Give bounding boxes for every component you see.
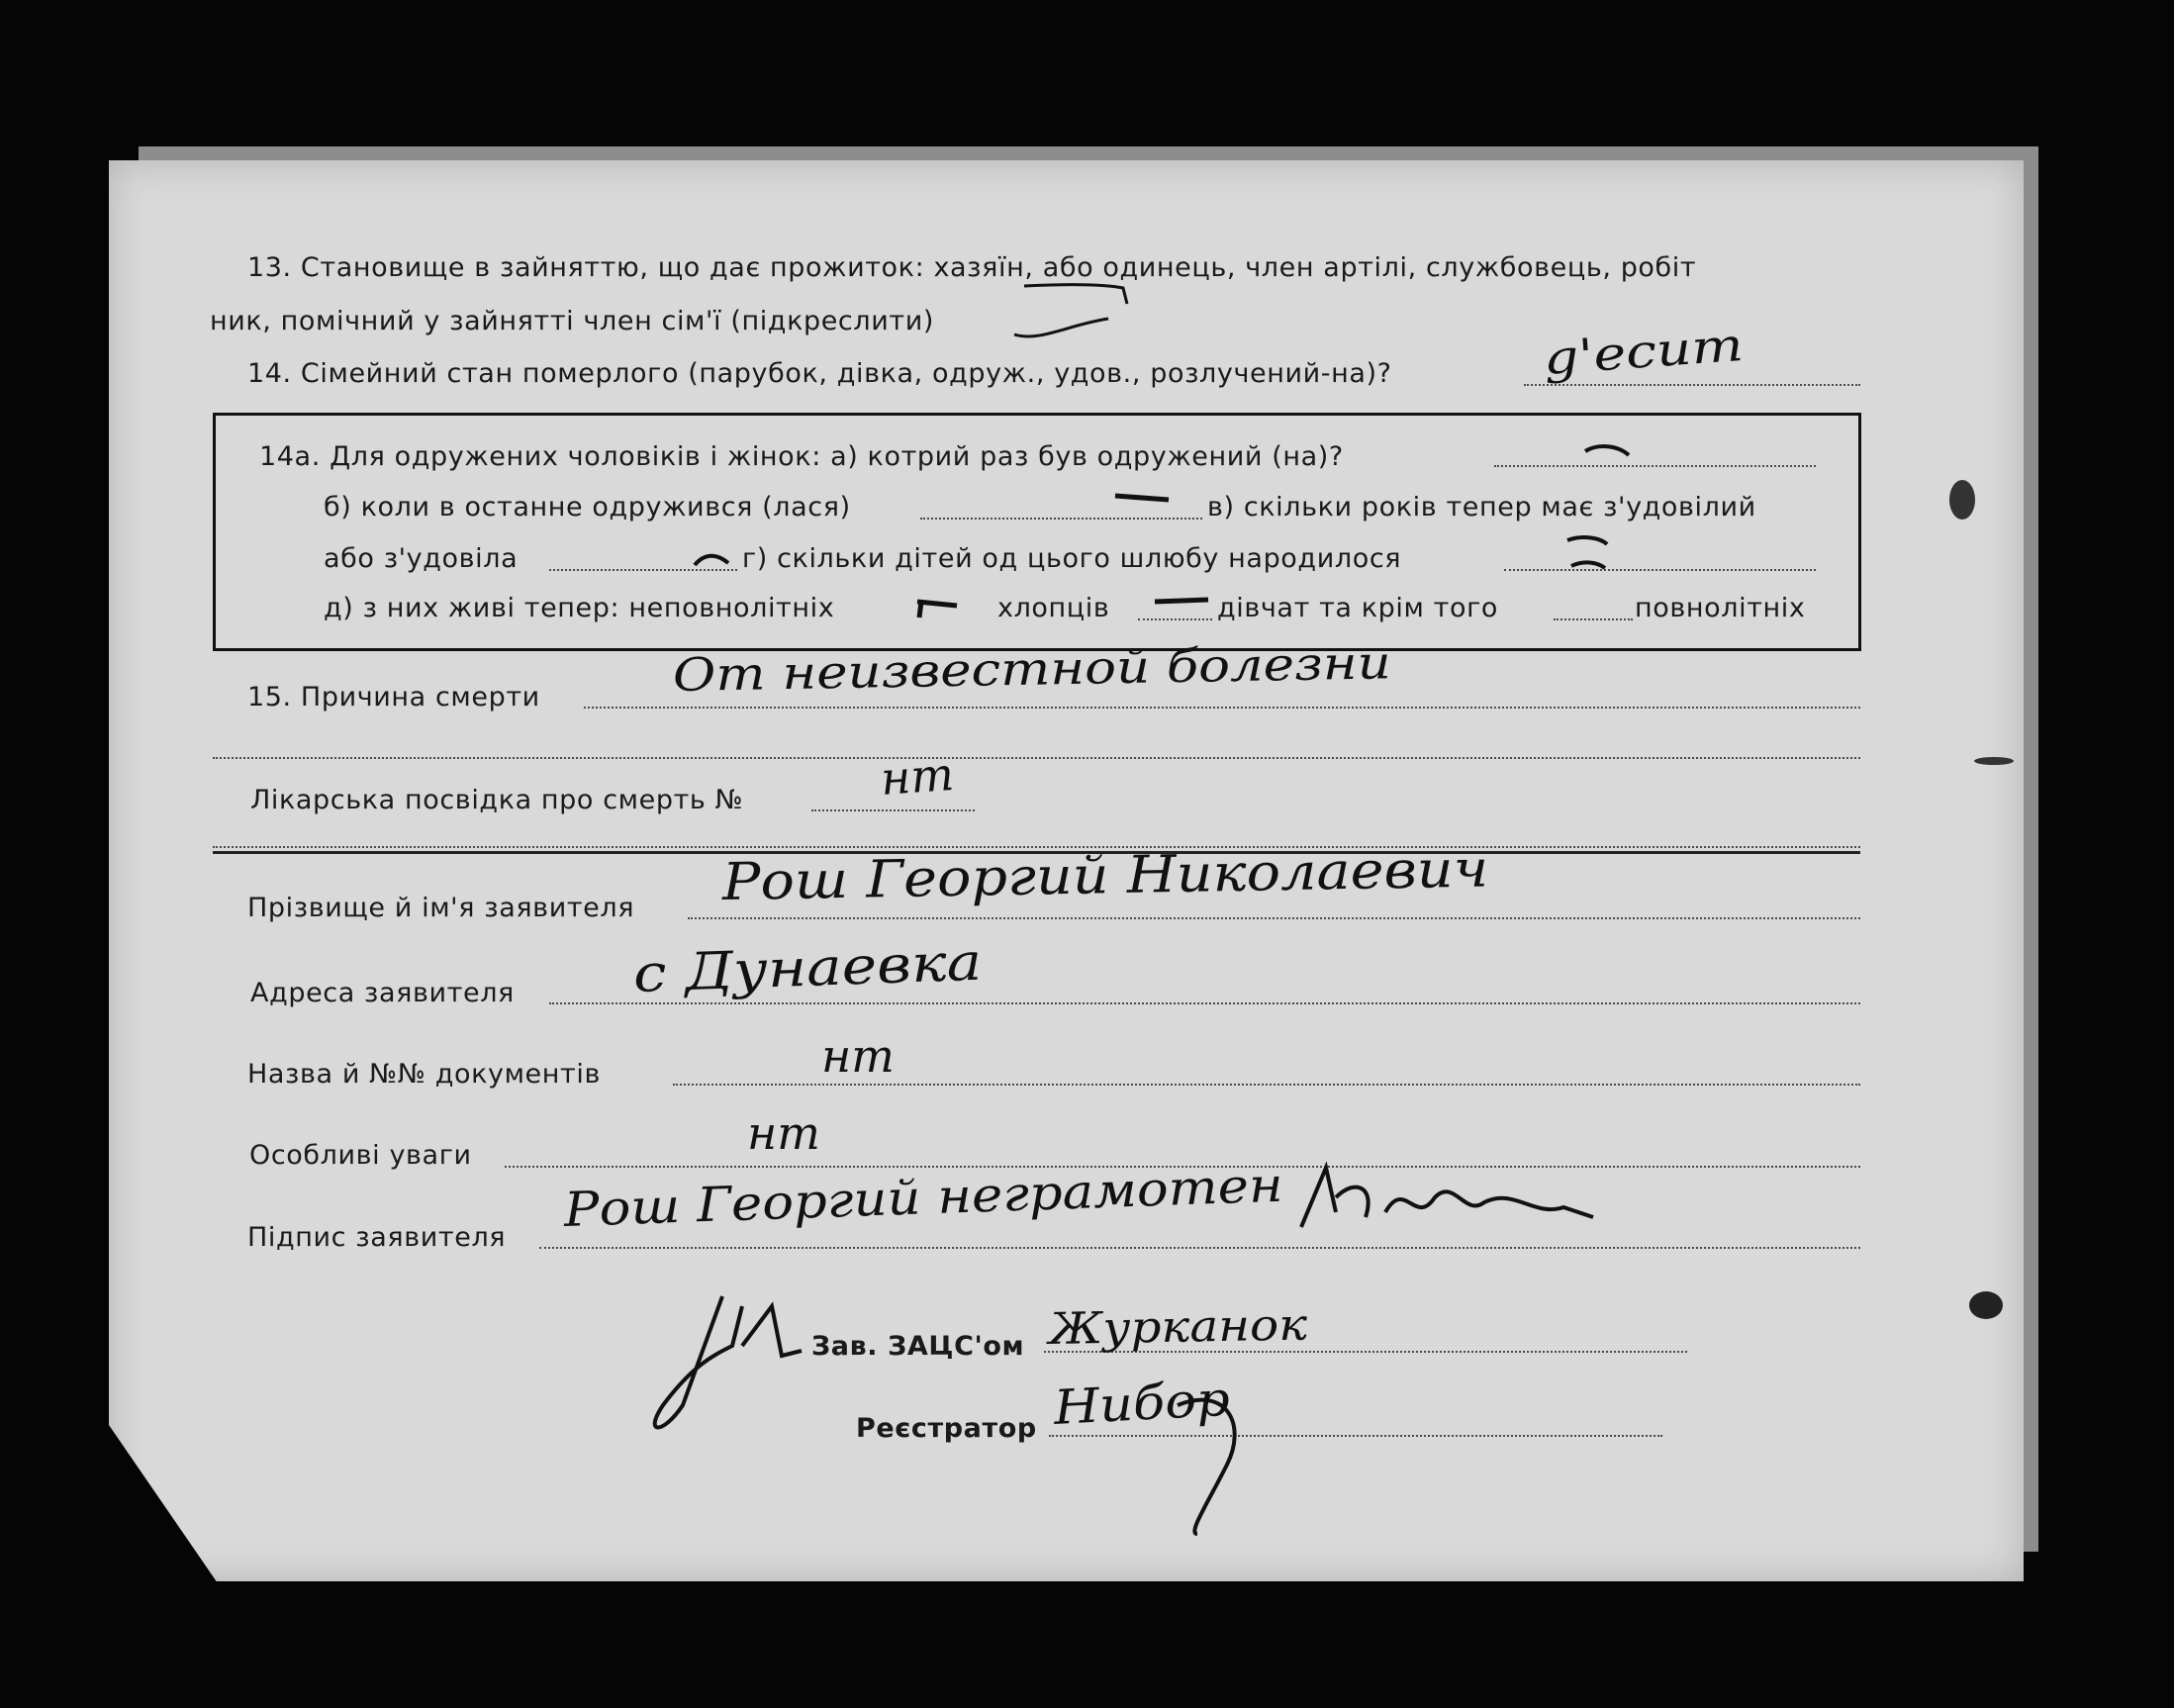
question-14a-line-2a: б) коли в останне одружився (лася) [324, 492, 851, 522]
official-signature-scrawl [643, 1286, 811, 1445]
applicant-name-line [688, 917, 1860, 919]
question-14a-line-4b: хлопців [997, 593, 1110, 623]
question-14a-line-3b: г) скільки дітей од цього шлюбу народилося [742, 543, 1402, 574]
cause-of-death-line [584, 707, 1860, 709]
registrar-line [1049, 1435, 1662, 1437]
question-14a-a-line [1494, 465, 1816, 467]
question-14a-d2-line [1138, 618, 1212, 620]
question-14a-g-line [1504, 569, 1816, 571]
registrar-signature-tail [1168, 1385, 1257, 1544]
question-14a-line-2b: в) скільки років тепер має з'удовілий [1207, 492, 1756, 522]
underline-mark-bracket [1009, 315, 1118, 354]
dash-mark-v [693, 549, 732, 574]
applicant-address-handwriting: с Дунаевка [631, 932, 984, 1004]
ink-blot-mark [1974, 757, 2014, 765]
dash-mark-g [1563, 534, 1613, 574]
applicant-name-label: Прізвище й ім'я заявителя [247, 893, 635, 923]
remarks-handwriting: нт [747, 1106, 820, 1160]
applicant-address-line [549, 1002, 1860, 1004]
question-15: 15. Причина смерти [247, 682, 540, 712]
documents-label: Назва й №№ документів [247, 1059, 601, 1090]
documents-handwriting: нт [821, 1029, 895, 1083]
question-14a-line-4a: д) з них живі тепер: неповнолітніх [324, 593, 835, 623]
head-of-registry-handwriting: Журканок [1048, 1299, 1308, 1355]
dash-mark-d2 [1153, 592, 1212, 617]
fingerprint-signature-scrawl [1296, 1158, 1603, 1257]
question-13-line-1: 13. Становище в зайняттю, що дає прожиток: хазяїн, або одинець, член артілі, службовець, робіт [247, 252, 1697, 283]
question-14: 14. Сімейний стан померлого (парубок, дівка, одруж., удов., розлучений-на)? [247, 358, 1392, 389]
question-14a-line-4d: повнолітніх [1635, 593, 1806, 623]
question-14-line [1524, 384, 1860, 386]
dash-mark-b [1113, 490, 1173, 515]
dash-mark-d1 [915, 594, 965, 623]
head-of-registry-label: Зав. ЗАЦС'ом [811, 1331, 1025, 1362]
marital-status-handwriting: g'eсит [1542, 317, 1746, 385]
question-14a-d3-line [1554, 618, 1633, 620]
medical-certificate-handwriting: нт [879, 746, 956, 806]
applicant-signature-handwriting: Рош Георгий неграмотен [563, 1157, 1284, 1238]
question-14a-line-1: 14а. Для одружених чоловіків і жінок: а) котрий раз був одружений (на)? [259, 441, 1344, 472]
question-14a-b-line [920, 518, 1202, 520]
question-13-line-2: ник, помічний у зайнятті член сім'ї (підкреслити) [210, 306, 934, 336]
registrar-label: Реєстратор [856, 1413, 1037, 1444]
registrar-handwriting: Нибор [1052, 1371, 1232, 1436]
folded-corner [109, 1425, 218, 1583]
remarks-label: Особливі уваги [249, 1140, 472, 1171]
applicant-address-label: Адреса заявителя [250, 978, 515, 1008]
medical-certificate-label: Лікарська посвідка про смерть № [250, 785, 744, 815]
punch-hole-mark-2 [1969, 1291, 2003, 1319]
cause-of-death-line-2 [213, 757, 1860, 759]
punch-hole-mark [1949, 480, 1975, 520]
cause-of-death-handwriting: От неизвестной болезни [672, 635, 1392, 702]
applicant-signature-label: Підпис заявителя [247, 1222, 507, 1253]
question-14a-line-3a: або з'удовіла [324, 543, 519, 574]
applicant-name-handwriting: Рош Георгий Николаевич [721, 839, 1489, 912]
documents-line [673, 1084, 1860, 1086]
medical-certificate-line [811, 809, 975, 811]
question-14a-line-4c: дівчат та крім того [1217, 593, 1498, 623]
dash-mark-a [1583, 443, 1633, 473]
applicant-signature-line [539, 1247, 1860, 1249]
